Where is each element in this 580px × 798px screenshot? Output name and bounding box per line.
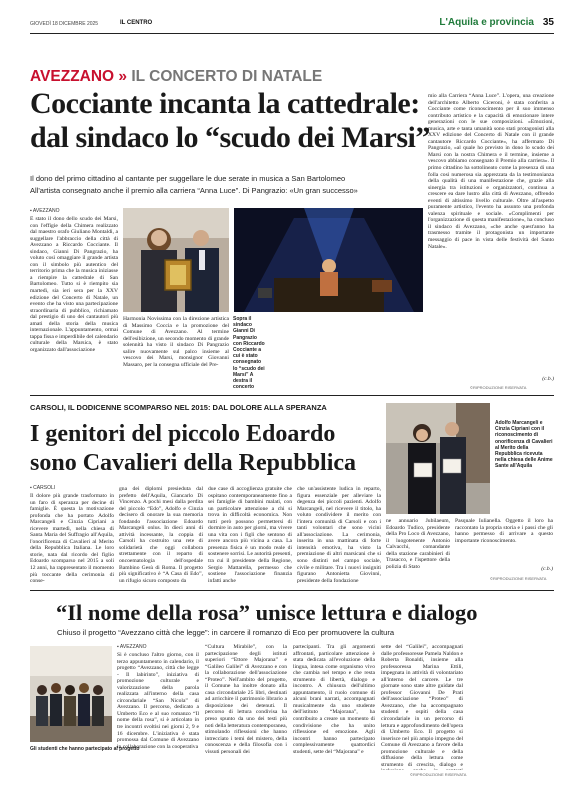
couple-photo-illustration <box>386 403 490 514</box>
art3-headline: “Il nome della rosa” unisce lettura e dialogo <box>56 600 478 625</box>
pin-icon: ▪ <box>117 644 119 650</box>
art3-col3: partecipanti. Tra gli argomenti affrontati, particolare attenzione è stata dedicata all'evoluzione della lingua, intesa come organismo vivo che cambia nel tempo e che resta strumento di libertà, dialogo e incontro. A chiusura dell'ultimo appuntamento, il ruolo comune di alcuni brani narrati, accompagnati musicalmente da uno studente dell'istituto “Majorana”, ha contribuito a creare un momento di condivisione che ha unito riflessione ed emozione. Agli incontri hanno partecipato complessivamente quattordici studenti, sette del “Majorana” e <box>293 644 375 755</box>
byline-text: AVEZZANO <box>119 644 147 650</box>
art1-photo-concert <box>234 208 423 312</box>
art2-headline-2: sono Cavalieri della Repubblica <box>30 450 357 476</box>
byline-text: AVEZZANO <box>32 208 60 214</box>
art1-col4-sign: (c.b.) <box>542 376 554 382</box>
header-page: 35 <box>542 17 554 28</box>
art1-divider <box>30 395 554 396</box>
art2-col4: che un'assistente ludica in reparto, figura essenziale per alleviare la degenza dei piccoli pazienti. Adolfo Marcangeli, nel ricevere il titolo, ha voluto condividere il merito con l'intera comunità di Carsoli e con i tanti volontari che sono vicini all'associazione. La cerimonia, inserita in una mattinata di forte intensità emotiva, ha visto la premiazione di altri marsicani che si sono distinti nel campo sociale, civile e militare. Tra i nuovi insigniti figurano Antonietta Giovinni, presidente della fondazione <box>297 486 381 584</box>
art2-col5: ne annuario Jubilaeum, Edoardo Tudico, presidente della Pro Loco di Avezzano, il luogotenente Antonio Calvacchi, comandante della stazione carabinieri di Trasacco, e l'ispettore della polizia di Stato <box>386 518 450 570</box>
art1-headline-1: Cocciante incanta la cattedrale: <box>30 87 420 120</box>
art1-subhead-1: Il dono del primo cittadino al cantante per suggellare le due serate in musica a San Bartolomeo <box>30 174 346 183</box>
pin-icon: ▪ <box>30 485 32 491</box>
art3-photo-caption: Gli studenti che hanno partecipato al progetto <box>30 746 140 752</box>
kicker-city: AVEZZANO <box>30 68 115 85</box>
art1-col2: Harmonia Novissima con la direzione artistica di Massimo Coccia e la promozione del Comune di Avezzano. Al termine dell'esibizione, un secondo momento di grande solennità ha visto il sindaco Di Pangrazio salire nuovamente sul palco insieme al vescovo dei Marsi, monsignor Giovanni Massaro, per la consegna ufficiale del Pre- <box>123 316 229 368</box>
art1-kicker <box>30 68 322 86</box>
art1-col1: È stato il dono dello scudo dei Marsi, con l'effigie della Chimera realizzato dal maestro orafo Giuliano Montaldi, a suggellare l'abbraccio della città di Avezzano a Riccardo Cocciante. Il sindaco, Gianni Di Pangrazio, ha voluto così omaggiare il grande artista con il simbolo più autentico del territorio prima che la musica iniziasse a riempire la cattedrale di San Bartolomeo. Tutto si è riempito sia martedì, sia ieri sera per la XXV edizione del Concerto di Natale, un evento che ha visto una partecipazione straordinaria di pubblico, richiamato dal prestigio di uno dei cantautori più amati della storia della musica internazionale. L'appuntamento, ormai tappa fissa e imperdibile del calendario culturale della Marsica, è stato organizzato dall'associazione <box>30 216 118 353</box>
art1-photo-caption: Sopra il sindaco Gianni Di Pangrazio con Riccardo Cocciante a cui è stato consegnato lo “scudo dei Marsi” A destra il concerto <box>233 316 265 391</box>
pin-icon: ▪ <box>30 208 32 214</box>
art1-photo-award <box>123 208 229 312</box>
art2-col1: Il dolore più grande trasformato in un faro di speranza per decine di famiglie. È questa la motivazione profonda che ha portato Adolfo Marcangeli e Cinzia Cipriani a ricevere martedì, nella chiesa di Santa Maria del Suffragio all'Aquila, l'onorificenza di Cavalieri al Merito della Repubblica Italiana. Le loro storie, nata dal ricordo del figlio Edoardo scomparso nel 2015 a soli 12 anni, ha rappresentato il momento più toccante della cerimonia di conse- <box>30 493 114 585</box>
art2-col2: gna dei diplomi presieduta dal prefetto dell'Aquila, Giancarlo Di Vincenzo. A pochi mesi dalla perdita del piccolo “Edo”, Adolfo e Cinzia decisero di onorare la sua memoria fondando l'associazione Edoardo Marcangeli onlus. In dieci anni di attività incessante, la coppia di Carsoli ha costruito una rete di solidarietà che oggi collabora strettamente con il reparto di oncoematologia dell'ospedale Bambino Gesù di Roma. Il progetto più significativo è “A Casa di Edo”, un rifugio sicuro composto da <box>119 486 203 584</box>
art2-col6-sign: (c.b.) <box>541 566 553 572</box>
header-rule <box>30 33 554 34</box>
concert-photo-illustration <box>234 208 423 312</box>
art1-repro: ©RIPRODUZIONE RISERVATA <box>470 385 527 390</box>
kicker-topic: IL CONCERTO DI NATALE <box>131 68 323 85</box>
art3-col4: sette del “Galilei”, accompagnati dalle professoresse Pamela Naldon e Roberta Bonaldi, insieme alla professoressa Marina Ettili, impegnata in attività di volontariato all'interno del carcere. Le tre giornate sono state altre guidate dal professor Giovanni De Prati dell'associazione “Proteo” di Avezzano, che ha accompagnato studenti e ospiti della casa circondariale in un percorso di lettura e approfondimento dell'opera di Umberto Eco. Il progetto si inserisce nel più ampio impegno del Comune di Avezzano a favore della promozione culturale e della diffusione della lettura come strumento di crescita, dialogo e <box>381 644 463 768</box>
art2-photo-couple <box>386 403 490 514</box>
art3-photo-students <box>30 646 112 742</box>
art2-divider <box>30 590 554 591</box>
art2-col3: due case di accoglienza gratuite che ospitano contemporaneamente fino a sei famiglie di bambini malati, con un particolare attenzione a chi si trova in difficoltà economica. Non tutti però possono permettersi di dormire in auto per giorni, ma vivere una vita con i figli che sentono di avere ancora più vicina a casa. La presenza fisica è un modo reale di sostenere sorrisi. Le autorità presenti, tra cui il presidente della Regione, Sergio Mattarella, permesso che sostiene l'associazione finanzia infatti anche <box>208 486 292 584</box>
art3-col2: “Cultura Mirabile”, con la partecipazione degli istituti superiori “Ettore Majorana” e “Galileo Galilei” di Avezzano e con la collaborazione dell'associazione “Proteo”. Nell'ambito del progetto, il Comune ha inoltre donato alla casa circondariale 25 libri, destinati ad arricchire il patrimonio librario a disposizione dei detenuti. Il percorso di lettura condivisa ha preso spunto da uno dei testi più noti della letteratura contemporanea, stimolando riflessioni che hanno intrecciato i temi del mistero, della conoscenza e della filosofia con i vissuti personali dei <box>205 644 287 755</box>
header-date: GIOVEDÌ 18 DICEMBRE 2025 <box>30 21 99 27</box>
art1-col4: mio alla Carriera “Anna Luce”. L'opera, una creazione dell'architetto Alberto Ciceroni, è stata conferita a Cocciante come riconoscimento per il suo immenso contributo artistico e la capacità di emozionare intere generazioni con le sue composizioni. «Emozioni, musica, arte e tanta umanità sono stati protagonisti alla XXV edizione del Concerto di Natale con il grande cantautore Riccardo Cocciante», ha affermato Di Pangrazio, «al quale ho previsto in dono lo scudo dei Marsi con la nostra Chimera e il termine, insieme a vescovo abbiamo consegnato il Premio alla carriera». Il primo cittadino ha sottolineato come la presenza di una folla così numerosa sia apprezzata da la testimonianza della qualità di una manifestazione che, grazie alla sinergia tra istituzioni e organizzatori, continua a crescere ea dare lustro alla città di Avezzano, offrendo eventi di altissimo livello culturale. Oltre all'aspetto puramente artistico, l'evento ha assunto una profonda valenza spirituale e sociale. «Complimenti per l'organizzazione di questa manifestazione», ha concluso il sindaco di Avezzano, «che anche quest'anno ha trasmesso tramite il protagonista un importante messaggio di pace in vista delle festività del Santo Natale». <box>428 93 554 250</box>
art1-byline <box>30 208 59 214</box>
art3-repro: ©RIPRODUZIONE RISERVATA <box>410 772 467 777</box>
art2-repro: ©RIPRODUZIONE RISERVATA <box>490 576 547 581</box>
art2-col6: Pasquale Iulianella. Oggetto il loro ha raccontato la propria storia e i passi che gli hanno permesso di arrivare a questo importante riconoscimento. <box>455 518 553 544</box>
students-photo-illustration <box>30 646 112 742</box>
award-photo-illustration <box>123 208 229 312</box>
art2-kicker: CARSOLI, IL DODICENNE SCOMPARSO NEL 2015: DAL DOLORE ALLA SPERANZA <box>30 403 327 412</box>
art1-subhead-2: All'artista consegnato anche il premio alla carriera “Anna Luce”. Di Pangrazio: «Un gran successo» <box>30 186 358 195</box>
art1-headline-2: dal sindaco lo “scudo dei Marsi” <box>30 121 430 154</box>
page-header <box>30 17 554 31</box>
art3-col1: Si è concluso l'altro giorno, con il terzo appuntamento in calendario, il progetto “Avezzano, città che legge - Il labirinto”, iniziativa di promozione culturale e valorizzazione della parola realizzata all'interno della casa circondariale “San Nicola” di Avezzano. Il percorso, dedicato a Umberto Eco e al suo romanzo “Il nome della rosa”, si è articolato in tre incontri svoltisi nei giorni 2, 9 e 16 dicembre. L'iniziativa è stata promossa dal Comune di Avezzano in collaborazione con la cooperativa <box>117 652 199 750</box>
art2-photo-caption: Adolfo Marcangeli e Cinzia Cipriani con il riconoscimento di onorificenza di Cavalieri al Merito della Repubblica ricevuta nella chiesa delle Anime Sante all'Aquila <box>495 420 553 470</box>
kicker-arrows: » <box>118 68 128 85</box>
art2-headline-1: I genitori del piccolo Edoardo <box>30 421 336 447</box>
art2-byline <box>30 485 55 491</box>
byline-text: CARSOLI <box>33 485 56 491</box>
header-paper: IL CENTRO <box>120 20 153 26</box>
header-section: L'Aquila e provincia <box>439 17 534 28</box>
art3-subhead: Chiuso il progetto “Avezzano città che legge”: in carcere il romanzo di Eco per promuovere la cultura <box>57 628 395 637</box>
art3-byline <box>117 644 146 650</box>
